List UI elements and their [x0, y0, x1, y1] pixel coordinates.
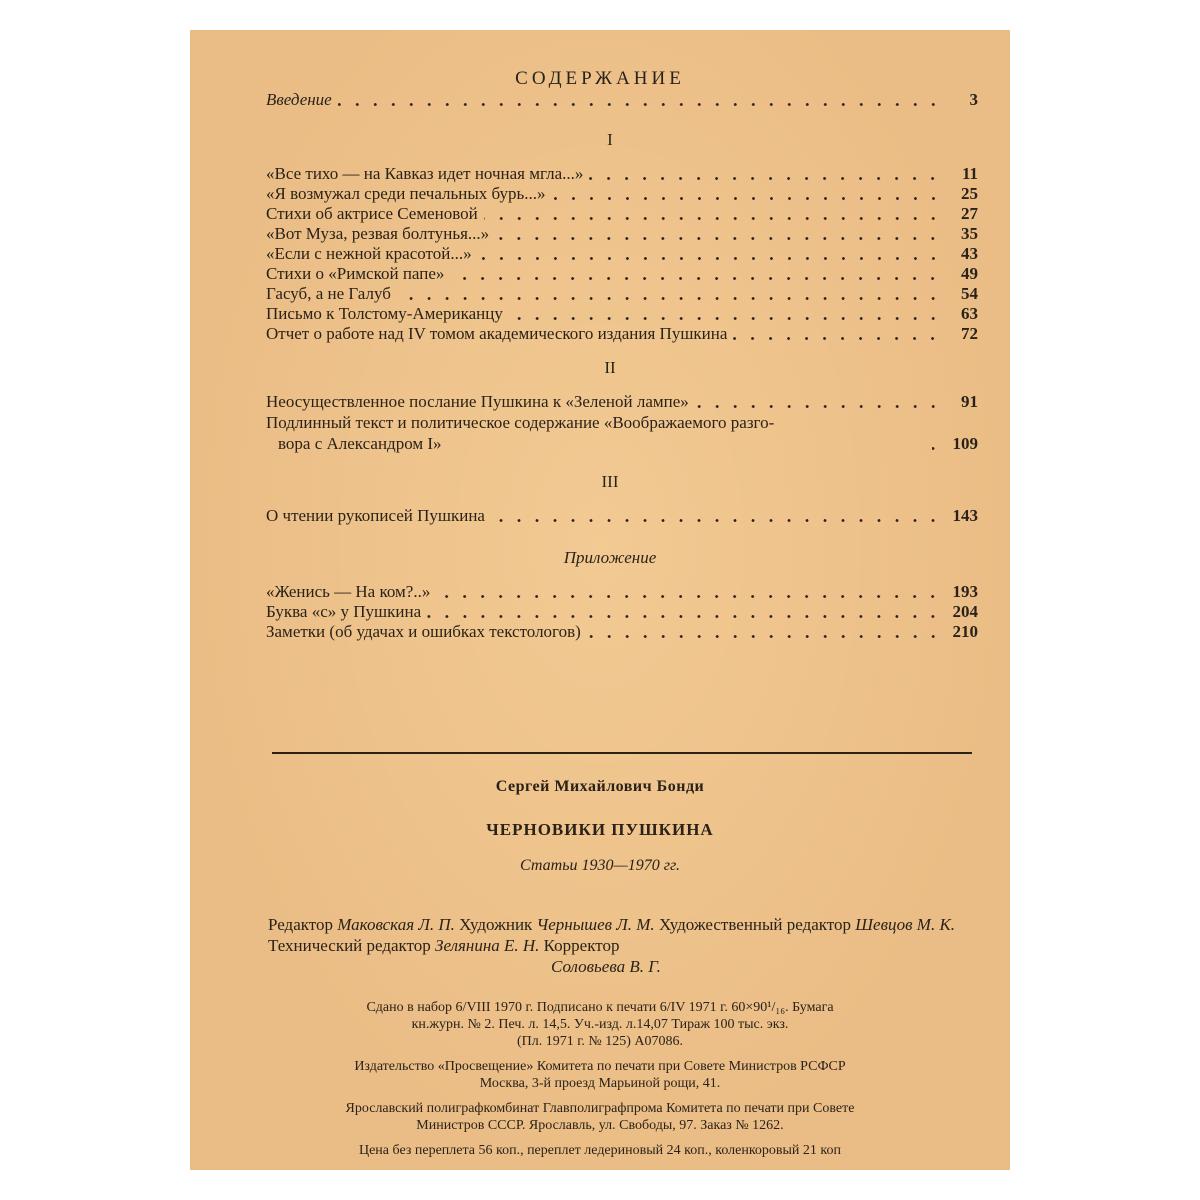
- toc-entry: [266, 504, 978, 526]
- credit-label: Редактор: [268, 915, 333, 934]
- section-heading-3: III: [601, 472, 619, 491]
- toc-entry-title: Письмо к Толстому-Американцу: [266, 304, 503, 323]
- toc-page-number: 143: [952, 506, 978, 525]
- toc-page-number: 11: [961, 164, 978, 183]
- toc-entry-title-line1: Подлинный текст и политическое содержание «Воображаемого разго-: [266, 413, 775, 432]
- price-line: Цена без переплета 56 коп., переплет ледериновый 24 коп., коленкоровый 21 коп: [358, 1143, 842, 1158]
- toc-entry-title: Отчет о работе над IV томом академического издания Пушкина: [266, 324, 728, 343]
- toc-entry-title: Неосуществленное послание Пушкина к «Зеленой лампе»: [266, 392, 689, 411]
- publisher-line: Издательство «Просвещение» Комитета по печати при Совете Министров РСФСР: [354, 1059, 846, 1074]
- toc-entry-title: О чтении рукописей Пушкина: [266, 506, 485, 525]
- print-info-line: кн.журн. № 2. Печ. л. 14,5. Уч.-изд. л.14,07 Тираж 100 тыс. экз.: [411, 1017, 789, 1032]
- dot-leader: [450, 277, 942, 280]
- toc-entry-title: «Вот Муза, резвая болтунья...»: [266, 224, 490, 243]
- dot-leader: [427, 615, 942, 618]
- divider-rule: [272, 752, 972, 754]
- toc-entry-title: Буква «с» у Пушкина: [266, 602, 422, 621]
- dot-leader: [733, 337, 942, 340]
- credits-block: [268, 914, 988, 977]
- dot-leader: [491, 519, 942, 522]
- credit-label: Корректор: [543, 936, 620, 955]
- credit-name: Зелянина Е. Н.: [435, 936, 540, 955]
- toc-page-number: 63: [961, 304, 978, 323]
- dot-leader: [495, 237, 942, 240]
- toc-entry: [266, 410, 978, 454]
- credit-name: Маковская Л. П.: [337, 915, 455, 934]
- toc-page-number: 43: [961, 244, 978, 263]
- toc-entry: [266, 620, 978, 642]
- author-name: Сергей Михайлович Бонди: [495, 778, 705, 795]
- toc-entry: [266, 242, 978, 264]
- toc-page-number: 25: [961, 184, 978, 203]
- toc-entry: [266, 302, 978, 324]
- credit-label: Художественный редактор: [658, 915, 852, 934]
- toc-page-number: 210: [952, 622, 978, 641]
- toc-entry: [266, 182, 978, 204]
- toc-entry-title: Заметки (об удачах и ошибках текстологов): [266, 622, 581, 641]
- toc-entry-title: «Я возмужал среди печальных бурь...»: [266, 184, 546, 203]
- book-title: ЧЕРНОВИКИ ПУШКИНА: [486, 820, 714, 839]
- toc-page-number: 35: [961, 224, 978, 243]
- toc-entry: [266, 322, 978, 344]
- credit-label: Художник: [459, 915, 533, 934]
- section-heading-2: II: [604, 358, 616, 377]
- dot-leader: [589, 177, 942, 180]
- dot-leader: [478, 257, 942, 260]
- toc-entry-title: «Женись — На ком?..»: [266, 582, 431, 601]
- dot-leader: [436, 595, 942, 598]
- toc-entry-title: Стихи об актрисе Семеновой: [266, 204, 478, 223]
- toc-entry-title: «Все тихо — на Кавказ идет ночная мгла...»: [266, 164, 584, 183]
- book-page: [190, 30, 1010, 1170]
- dot-leader: [338, 103, 942, 106]
- dot-leader: [484, 217, 942, 220]
- toc-entry-title: Стихи о «Римской папе»: [266, 264, 445, 283]
- toc-entry: [266, 202, 978, 224]
- toc-page-number: 109: [952, 434, 978, 453]
- print-info-line: Сдано в набор 6/VIII 1970 г. Подписано к печати 6/IV 1971 г. 60×90¹/₁₆. Бумага: [366, 1000, 834, 1015]
- dot-leader: [932, 447, 942, 450]
- print-info-line: (Пл. 1971 г. № 125) А07086.: [516, 1034, 684, 1049]
- dot-leader: [552, 197, 942, 200]
- appendix-heading: Приложение: [563, 548, 657, 567]
- toc-page-number: 3: [969, 90, 978, 109]
- toc-entry: [266, 282, 978, 304]
- toc-entry-title: [266, 412, 926, 454]
- toc-entry-title: Введение: [266, 90, 332, 109]
- dot-leader: [587, 635, 942, 638]
- toc-page-number: 49: [961, 264, 978, 283]
- toc-entry-title: Гасуб, а не Галуб: [266, 284, 391, 303]
- toc-page-number: 204: [952, 602, 978, 621]
- publisher-line: Москва, 3-й проезд Марьиной рощи, 41.: [479, 1076, 721, 1091]
- credit-name: Соловьева В. Г.: [551, 957, 661, 976]
- printer-line: Министров СССР. Ярославль, ул. Свободы, 97. Заказ № 1262.: [416, 1118, 784, 1133]
- toc-page-number: 72: [961, 324, 978, 343]
- toc-entry-title-line2: вора с Александром I»: [278, 434, 442, 453]
- toc-entry: [266, 262, 978, 284]
- toc-entry: [266, 390, 978, 412]
- toc-page-number: 193: [952, 582, 978, 601]
- toc-heading: СОДЕРЖАНИЕ: [515, 68, 685, 89]
- credit-label: Технический редактор: [268, 936, 431, 955]
- printer-line: Ярославский полиграфкомбинат Главполиграфпрома Комитета по печати при Совете: [345, 1101, 855, 1116]
- toc-entry-intro: [266, 88, 978, 110]
- toc-page-number: 27: [961, 204, 978, 223]
- toc-page-number: 54: [961, 284, 978, 303]
- toc-entry: [266, 222, 978, 244]
- section-heading-1: I: [607, 130, 613, 149]
- toc-entry: [266, 162, 978, 184]
- credit-name: Чернышев Л. М.: [536, 915, 655, 934]
- credit-name: Шевцов М. К.: [855, 915, 955, 934]
- dot-leader: [695, 405, 942, 408]
- dot-leader: [509, 317, 942, 320]
- toc-entry: [266, 580, 978, 602]
- dot-leader: [397, 297, 942, 300]
- book-subtitle: Статьи 1930—1970 гг.: [520, 857, 680, 874]
- toc-page-number: 91: [961, 392, 978, 411]
- toc-entry: [266, 600, 978, 622]
- toc-entry-title: «Если с нежной красотой...»: [266, 244, 472, 263]
